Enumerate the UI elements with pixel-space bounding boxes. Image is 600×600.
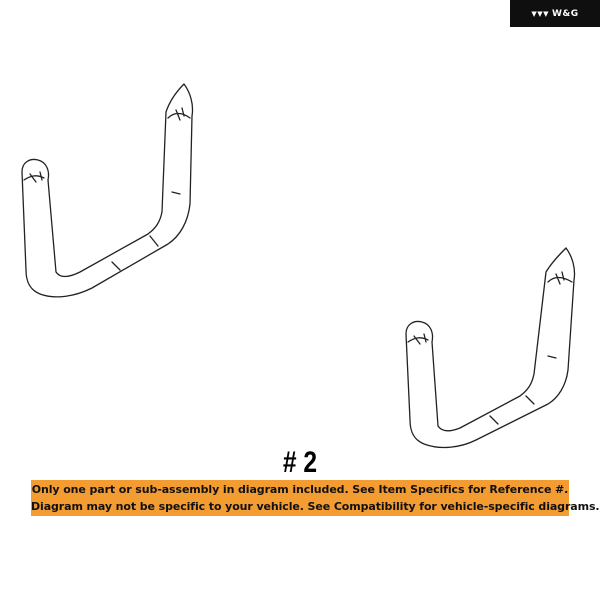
- disclaimer-banner: [31, 480, 600, 516]
- handle-right-seams: [490, 356, 556, 424]
- handle-left-outline: [22, 84, 193, 297]
- handle-left-cap-detail: [24, 172, 44, 182]
- bird-logo-icon: ▼▼▼: [531, 9, 549, 18]
- handle-part-left: [22, 84, 193, 297]
- reference-number: # 2: [282, 446, 318, 479]
- brand-label: W&G: [551, 8, 579, 19]
- handle-right-outline: [406, 248, 575, 447]
- handle-right-cap-detail: [408, 334, 428, 344]
- handle-part-right: [406, 248, 575, 447]
- handle-right-tip-detail: [548, 272, 572, 284]
- handle-left-seams: [112, 192, 180, 270]
- disclaimer-line-1: Only one part or sub-assembly in diagram included. See Item Specifics for Reference #.: [31, 483, 569, 496]
- disclaimer-line-2: Diagram may not be specific to your vehicle. See Compatibility for vehicle-specific diagrams.: [31, 500, 600, 513]
- handle-left-tip-detail: [168, 108, 190, 120]
